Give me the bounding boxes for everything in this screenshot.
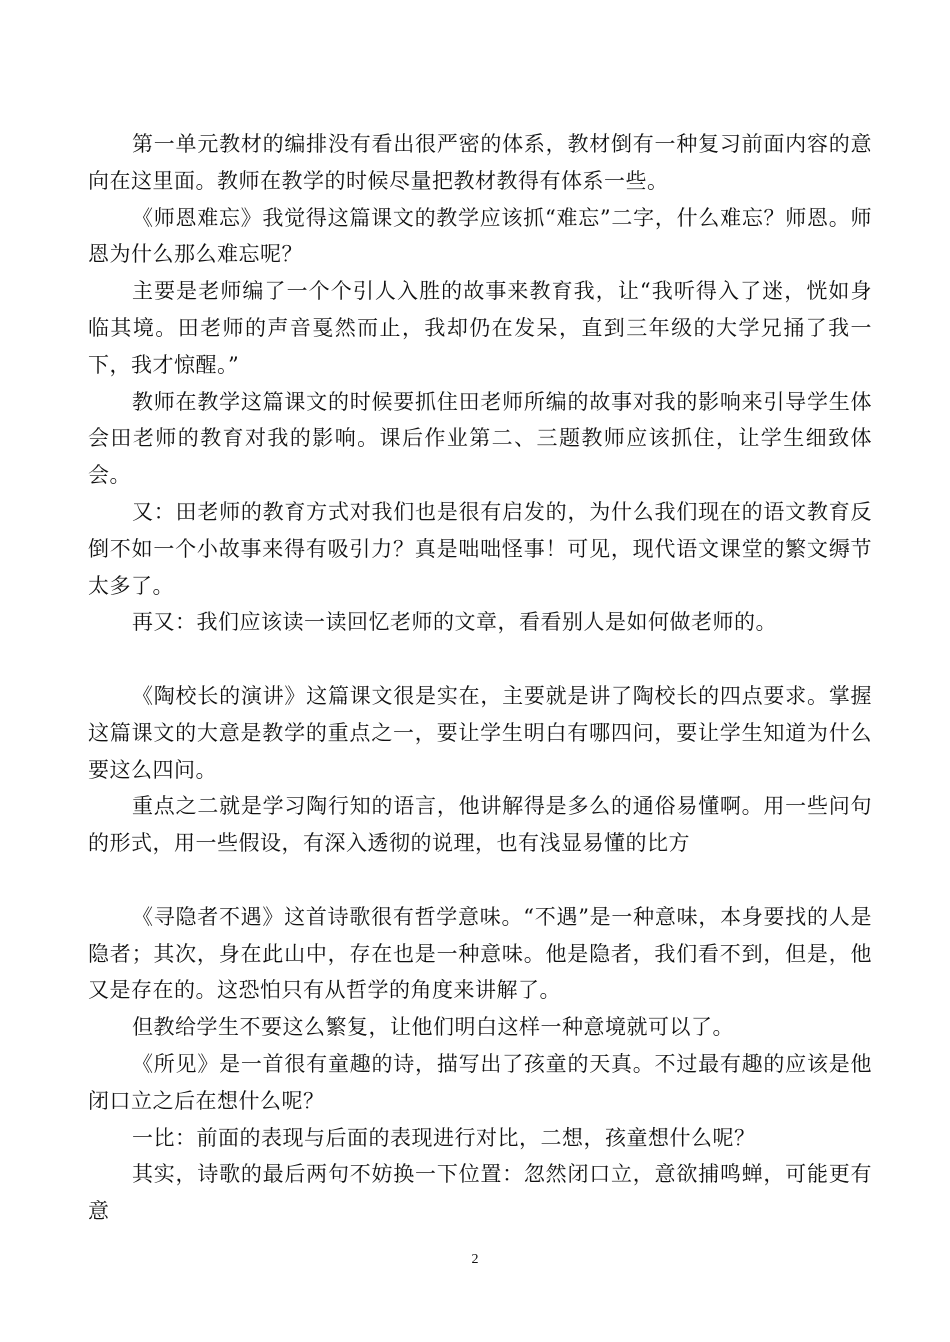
paragraph: 其实，诗歌的最后两句不妨换一下位置：忽然闭口立，意欲捕鸣蝉，可能更有意 xyxy=(88,1162,872,1224)
paragraph: 《师恩难忘》我觉得这篇课文的教学应该抓“难忘”二字，什么难忘？师恩。师恩为什么那么难忘呢？ xyxy=(88,205,872,267)
page-number: 2 xyxy=(471,1252,479,1267)
paragraph: 教师在教学这篇课文的时候要抓住田老师所编的故事对我的影响来引导学生体会田老师的教育对我的影响。课后作业第二、三题教师应该抓住，让学生细致体会。 xyxy=(88,389,872,488)
paragraph: 一比：前面的表现与后面的表现进行对比，二想，孩童想什么呢？ xyxy=(132,1125,756,1150)
section-gap xyxy=(88,641,872,678)
paragraph: 《陶校长的演讲》这篇课文很是实在，主要就是讲了陶校长的四点要求。掌握这篇课文的大意是教学的重点之一，要让学生明白有哪四问，要让学生知道为什么要这么四问。 xyxy=(88,683,872,782)
paragraph: 重点之二就是学习陶行知的语言，他讲解得是多么的通俗易懂啊。用一些问句的形式，用一些假设，有深入透彻的说理，也有浅显易懂的比方 xyxy=(88,794,872,856)
paragraph-block-1 xyxy=(88,126,872,641)
document-body xyxy=(88,126,872,1230)
paragraph: 第一单元教材的编排没有看出很严密的体系，教材倒有一种复习前面内容的意向在这里面。教师在教学的时候尽量把教材教得有体系一些。 xyxy=(88,132,872,193)
paragraph: 《所见》是一首很有童趣的诗，描写出了孩童的天真。不过最有趣的应该是他闭口立之后在想什么呢？ xyxy=(88,1051,872,1113)
paragraph: 又：田老师的教育方式对我们也是很有启发的，为什么我们现在的语文教育反倒不如一个小故事来得有吸引力？真是咄咄怪事！可见，现代语文课堂的繁文缛节太多了。 xyxy=(88,499,872,598)
paragraph-block-3 xyxy=(88,899,872,1230)
paragraph-block-2 xyxy=(88,678,872,862)
paragraph: 《寻隐者不遇》这首诗歌很有哲学意味。“不遇”是一种意味，本身要找的人是隐者；其次，身在此山中，存在也是一种意味。他是隐者，我们看不到，但是，他又是存在的。这恐怕只有从哲学的角度来讲解了。 xyxy=(88,904,872,1003)
paragraph: 再又：我们应该读一读回忆老师的文章，看看别人是如何做老师的。 xyxy=(132,610,777,635)
paragraph: 但教给学生不要这么繁复，让他们明白这样一种意境就可以了。 xyxy=(132,1015,734,1040)
paragraph: 主要是老师编了一个个引人入胜的故事来教育我，让“我听得入了迷，恍如身临其境。田老师的声音戛然而止，我却仍在发呆，直到三年级的大学兄捅了我一下，我才惊醒。” xyxy=(88,279,872,377)
section-gap xyxy=(88,862,872,899)
